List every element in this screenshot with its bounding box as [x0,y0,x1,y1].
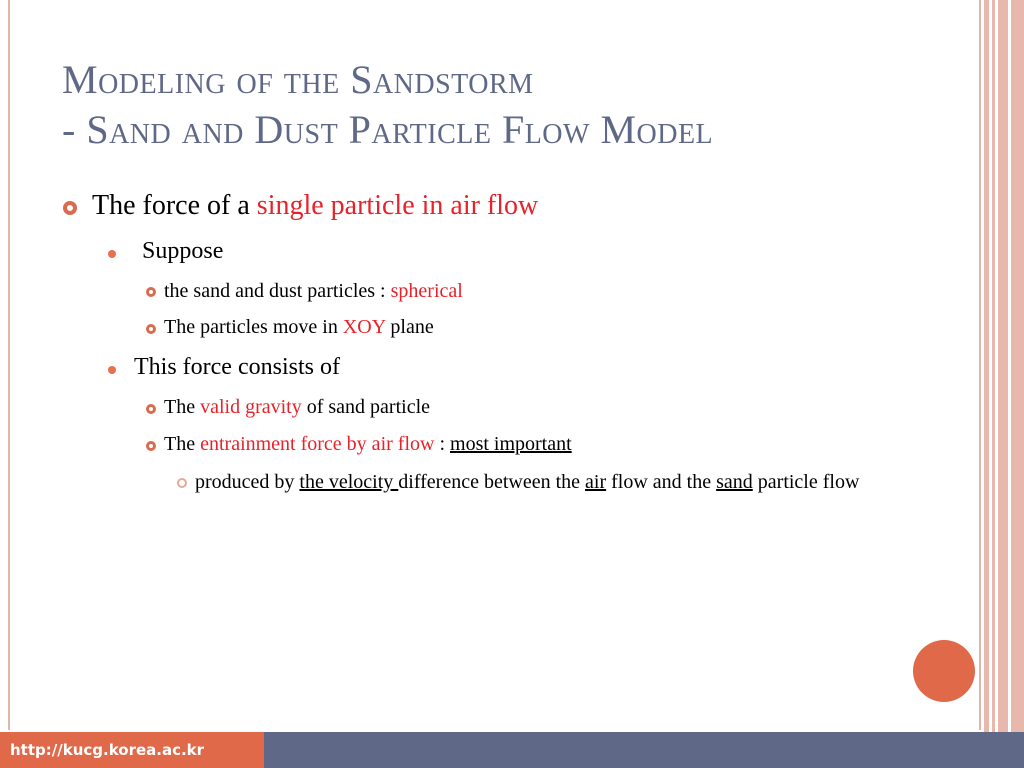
highlight-text: valid gravity [200,396,302,418]
bullet-text: flow and the [606,471,717,493]
bullet-text: The force of a [92,190,257,221]
bullet-level3-xoy [164,316,434,339]
underlined-text: most important [450,433,572,455]
bullet-ring-icon [177,478,187,488]
bullet-ring-icon [63,201,77,215]
bullet-ring-icon [146,404,156,414]
bullet-text: The particles move in [164,316,343,338]
bullet-text: The [164,396,201,418]
bullet-dot-icon [108,366,116,374]
bullet-ring-icon [146,287,156,297]
underlined-text: the velocity [299,471,399,493]
bullet-dot-icon [108,250,116,258]
bullet-text: plane [385,316,434,338]
bullet-text: difference between the [398,471,586,493]
bullet-level2-suppose: Suppose [142,238,224,264]
highlight-text: single particle in air flow [256,190,539,221]
bullet-text: : [434,433,451,455]
bullet-level3-entrainment [164,433,572,456]
title-line-1: Modeling of the Sandstorm [62,57,534,102]
bullet-ring-icon [146,441,156,451]
bullet-level1 [92,190,538,222]
bullet-level2-consists: This force consists of [134,354,340,380]
bullet-text: The [164,433,201,455]
bullet-text: of sand particle [301,396,431,418]
bullet-level3-gravity [164,396,430,419]
bullet-text: particle flow [752,471,860,493]
bullet-text: the sand and dust particles : [164,280,391,302]
underlined-text: sand [716,471,753,493]
highlight-text: spherical [390,280,463,302]
footer-url: http://kucg.korea.ac.kr [0,732,264,768]
bullet-level3-spherical [164,280,463,303]
bullet-level4-velocity [195,466,875,498]
highlight-text: XOY [342,316,386,338]
highlight-text: entrainment force by air flow [200,433,435,455]
underlined-text: air [585,471,607,493]
title-line-2: - Sand and Dust Particle Flow Model [62,107,714,152]
bullet-ring-icon [146,324,156,334]
decor-circle [913,640,975,702]
bullet-text: produced by [195,471,300,493]
